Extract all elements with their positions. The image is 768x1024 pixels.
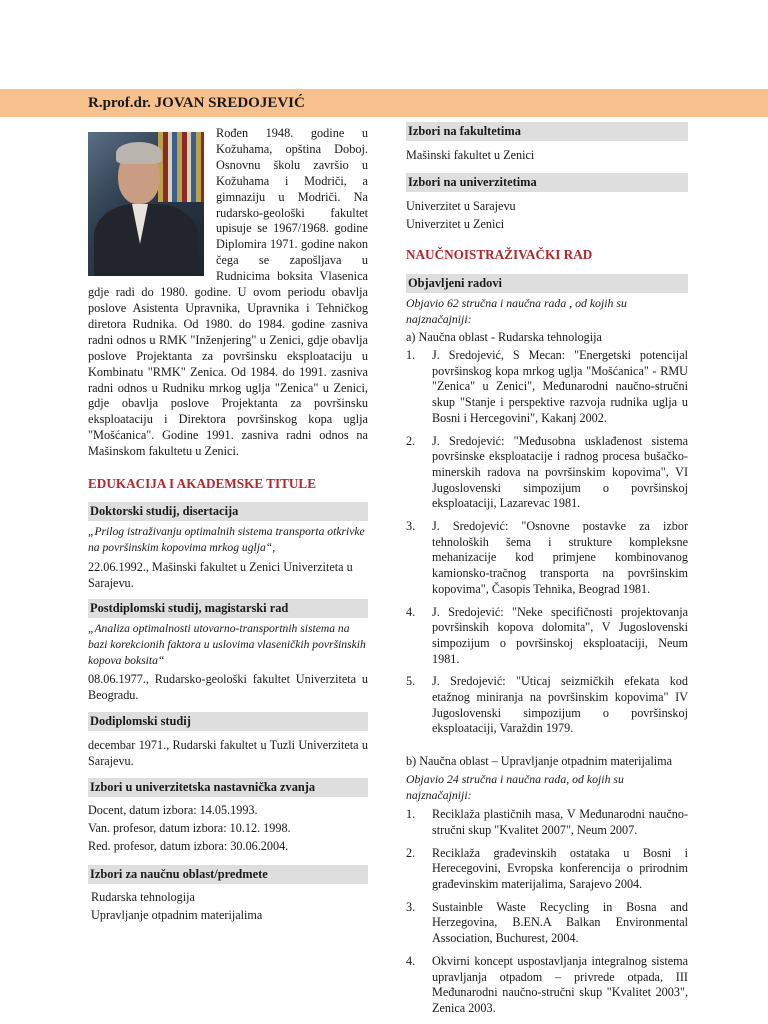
- postgrad-detail: 08.06.1977., Rudarsko-geološki fakultet Univerziteta u Beogradu.: [88, 672, 368, 703]
- publication-item: [406, 807, 688, 838]
- publication-number: 1.: [406, 348, 416, 362]
- publication-item: [406, 605, 688, 668]
- fields-heading: Izbori za naučnu oblast/predmete: [88, 865, 368, 884]
- publication-number: 4.: [406, 953, 416, 968]
- bookshelf: [158, 132, 204, 202]
- publication-number: 3.: [406, 899, 416, 914]
- hair: [116, 142, 162, 164]
- suit: [94, 204, 198, 276]
- publication-item: [406, 434, 688, 513]
- person-name: R.prof.dr. JOVAN SREDOJEVIĆ: [88, 95, 305, 111]
- publication-item: [406, 846, 688, 893]
- education-title: EDUKACIJA I AKADEMSKE TITULE: [88, 476, 317, 492]
- faculty-item: Mašinski fakultet u Zenici: [406, 148, 535, 162]
- universities-heading: Izbori na univerzitetima: [406, 173, 688, 192]
- publication-text: J. Sredojević: "Osnovne postavke za izbor tehnoloških šema i strukture kompleksne mehanizacije kod primjene kombinovanog kamionsko-tračnog transporta na površinskim kopovima", Časopis Tehnika, Beograd 1981.: [432, 519, 688, 596]
- intro-b: Objavio 24 stručna i naučna rada, od kojih su najznačajniji:: [406, 772, 624, 803]
- portrait-photo: [88, 132, 204, 276]
- publication-item: [406, 348, 688, 427]
- publications-list-b: [406, 807, 688, 1016]
- publication-text: Sustainble Waste Recycling in Bosna and Herzegovina, B.EN.A Balkan Environmental Association, Buchurest, 2004.: [432, 899, 688, 946]
- doctoral-detail: 22.06.1992., Mašinski fakultet u Zenici Univerziteta u Sarajevu.: [88, 560, 353, 591]
- publication-number: 4.: [406, 604, 416, 619]
- publication-item: [406, 519, 688, 598]
- doctoral-heading: Doktorski studij, disertacija: [88, 502, 368, 521]
- undergrad-detail: decembar 1971., Rudarski fakultet u Tuzli Univerziteta u Sarajevu.: [88, 738, 368, 769]
- undergrad-heading: Dodiplomski studij: [88, 712, 368, 731]
- publication-number: 1.: [406, 807, 416, 822]
- published-heading: Objavljeni radovi: [406, 274, 688, 293]
- publication-number: 2.: [406, 433, 416, 448]
- rank-associate: Van. profesor, datum izbora: 10.12. 1998.: [88, 821, 291, 836]
- doctoral-thesis: „Prilog istraživanju optimalnih sistema transporta otkrivke na površinskim kopovima mrkog uglja“,: [88, 525, 365, 555]
- publication-text: Okvirni koncept uspostavljanja integralnog sistema upravljanja otpadom – privrede otpada, III Međunarodni naučno-stručni skup "Kvalitet 2003", Zenica 2003.: [432, 953, 688, 1015]
- postgrad-heading: Postdiplomski studij, magistarski rad: [88, 599, 368, 618]
- publication-text: J. Sredojević: "Međusobna usklađenost sistema površinske eksploatacije i radnog procesa bušačko-minerskih radova na površinskim kopovima", VI Jugoslovenski simpozijum o površinskoj eksploataciji, Lazarevac 1981.: [432, 433, 688, 511]
- publication-text: J. Sredojević, S Mecan: "Energetski potencijal površinskog kopa mrkog uglja "Mošćanica" - RMU "Zenica" u Zenici", Međunarodni naučno-stručni skup "Stanje i perspektive razvoja rudnika uglja u Bosni i Hercegovini", Kakanj 2002.: [432, 348, 688, 425]
- publication-item: [406, 954, 688, 1017]
- postgrad-thesis: „Analiza optimalnosti utovarno-transportnih sistema na bazi korekcionih faktora u uslovima vlaseničkih površinskih kopova boksita“: [88, 622, 366, 668]
- ranks-heading: Izbori u univerzitetska nastavnička zvanja: [88, 778, 368, 797]
- publication-text: Reciklaža građevinskih ostataka u Bosni i Herecegovini, Evropska konferencija o prirodnim građevinskim materijalima, Sarajevo 2004.: [432, 845, 688, 891]
- faculties-heading: Izbori na fakultetima: [406, 122, 688, 141]
- intro-a: Objavio 62 stručna i naučna rada , od kojih su najznačajniji:: [406, 296, 627, 326]
- rank-docent: Docent, datum izbora: 14.05.1993.: [88, 803, 258, 818]
- left-column: [88, 126, 368, 924]
- field-waste: Upravljanje otpadnim materijalima: [88, 908, 263, 923]
- publication-number: 3.: [406, 519, 416, 534]
- publication-text: J. Sredojević: "Uticaj seizmičkih efekata kod etažnog miniranja na površinskim kopovima" IV Jugoslovenski simpozijum o površinskoj eksploataciji, Varaždin 1979.: [432, 674, 688, 736]
- publication-number: 2.: [406, 845, 416, 860]
- publication-text: Reciklaža plastičnih masa, V Međunarodni naučno-stručni skup "Kvalitet 2007", Neum 2007.: [432, 807, 688, 837]
- university-item: Univerzitet u Sarajevu: [406, 199, 516, 213]
- publication-item: [406, 674, 688, 737]
- publications-list-a: [406, 348, 688, 737]
- field-mining: Rudarska tehnologija: [88, 890, 195, 905]
- university-item: Univerzitet u Zenici: [406, 217, 505, 231]
- right-column: [406, 122, 688, 1017]
- area-b: b) Naučna oblast – Upravljanje otpadnim materijalima: [406, 754, 673, 769]
- publication-item: [406, 900, 688, 947]
- publication-number: 5.: [406, 674, 416, 689]
- research-title: NAUČNOISTRAŽIVAČKI RAD: [406, 247, 593, 262]
- publication-text: J. Sredojević: "Neke specifičnosti projektovanja površinskih kopova dolomita", V Jugoslovenski simpozijum o površinskoj eksploataciji, Neum 1981.: [432, 604, 688, 666]
- biography: Rođen 1948. godine u Kožuhama, opština Doboj. Osnovnu školu završio u Kožuhama i Modriči, a gimnaziju u Modriči. Na rudarsko-geološki fakultet upisuje se 1967/1968. godine Diplomira 1971. godine nakon čega se zapošljava u Rudnicima boksita Vlasenica gdje radi do 1980. godine. U ovom periodu obavlja poslove Asistenta Upravnika, Upravnika i Tehničkog diretora Rudnika. Od 1980. do 1984. godine zasniva radni odnos u RMK "Inženjering" u Zenici, gdje obavlja poslove Projektanta za površinsku eksploataciju u Kombinatu "RMK" Zenica. Od 1984. do 1991. zasniva radni odnos u Rudniku mrkog uglja "Zenica" u Zenici, gdje obavlja poslove Projektanta za površinsku eksploataciju i Direktora površinskog kopa uglja "Mošćanica". Godine 1991. zasniva radni odnos na Mašinskom fakultetu u Zenici.: [88, 126, 368, 459]
- rank-full: Red. profesor, datum izbora: 30.06.2004.: [88, 839, 289, 854]
- area-a: a) Naučna oblast - Rudarska tehnologija: [406, 330, 602, 344]
